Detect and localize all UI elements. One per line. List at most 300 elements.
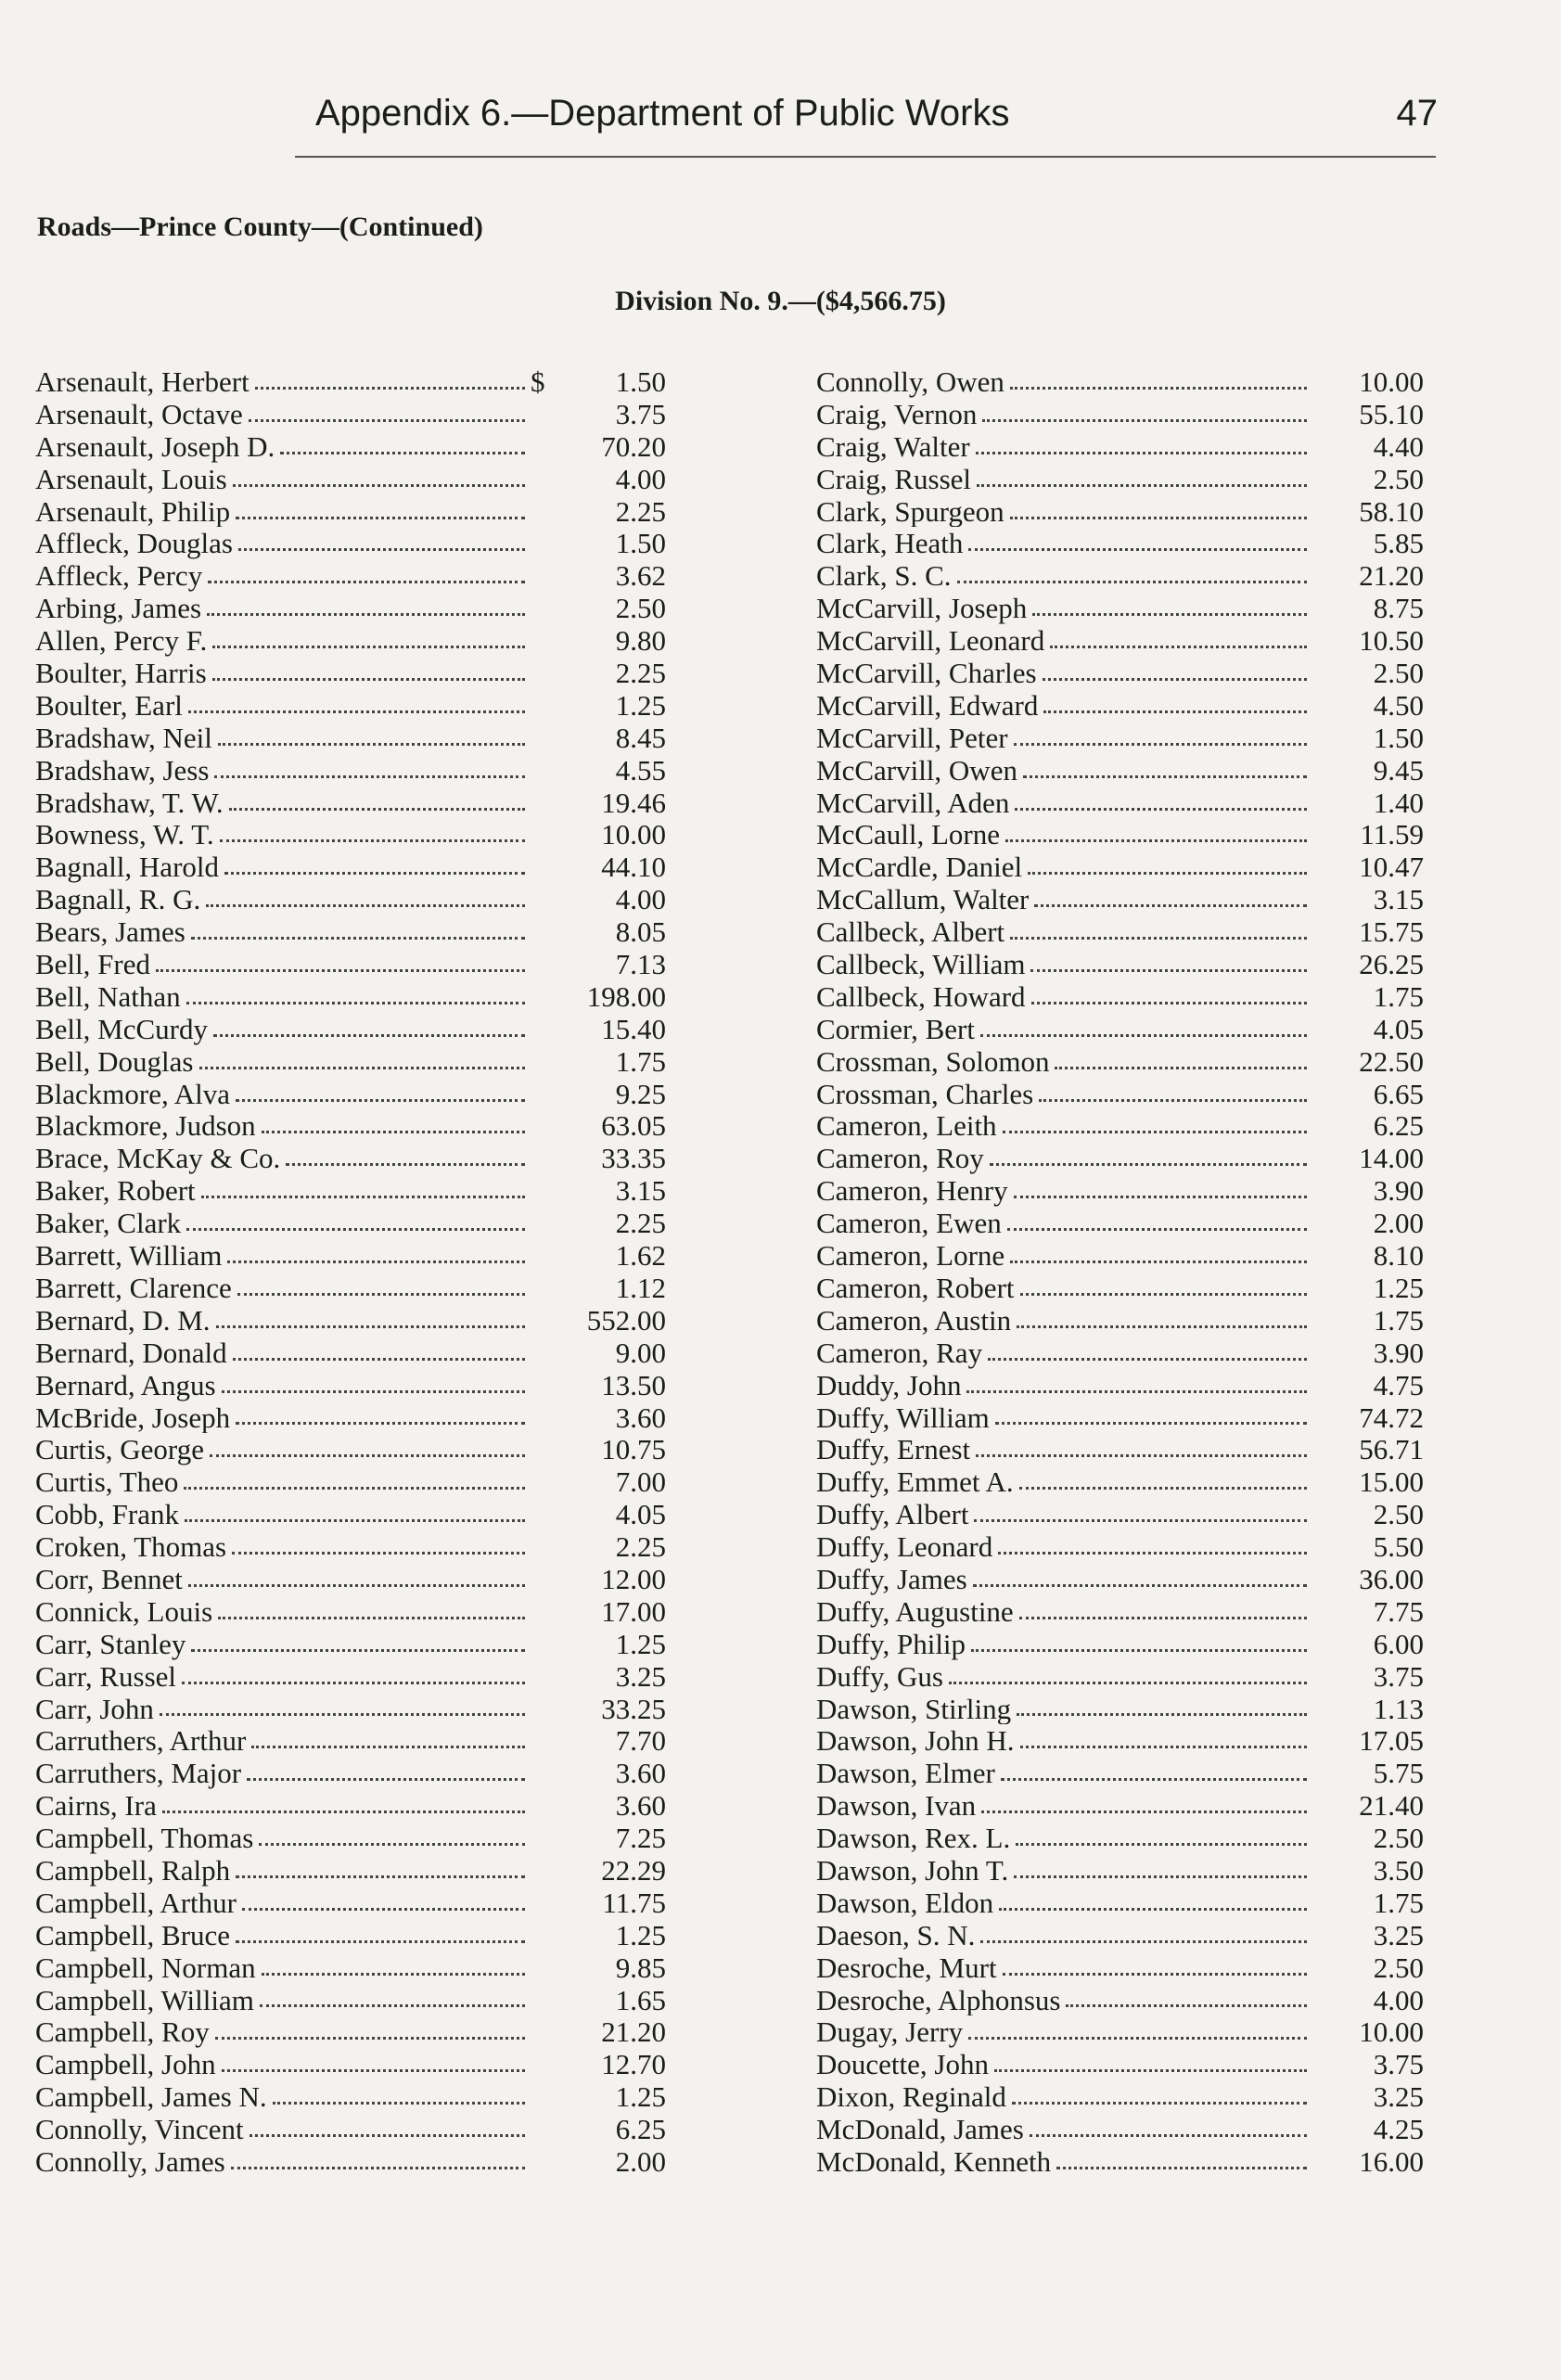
entry-name: Cairns, Ira	[35, 1789, 157, 1823]
dot-leader	[1010, 937, 1307, 940]
list-item	[816, 1401, 1424, 1434]
entry-amount: 9.25	[615, 1077, 666, 1110]
entry-name: Arsenault, Philip	[35, 494, 231, 528]
entry-amount: 3.25	[1373, 2080, 1424, 2114]
dot-leader	[238, 548, 525, 551]
entry-amount: 17.00	[601, 1594, 666, 1628]
page-title: Appendix 6.—Department of Public Works	[315, 93, 1010, 134]
list-item	[35, 2145, 666, 2178]
list-item	[35, 1465, 666, 1498]
dot-leader	[973, 1584, 1307, 1587]
dot-leader	[231, 2167, 525, 2169]
list-item	[816, 1207, 1424, 1239]
list-item	[35, 689, 666, 722]
dot-leader	[188, 1584, 525, 1587]
dot-leader	[210, 1454, 525, 1457]
dot-leader	[191, 937, 525, 940]
list-item	[816, 980, 1424, 1013]
entry-amount: 1.75	[1373, 1886, 1424, 1919]
entry-name: Dawson, Eldon	[816, 1886, 994, 1919]
entry-name: McDonald, James	[816, 2113, 1024, 2145]
dot-leader	[1039, 1099, 1307, 1102]
dot-leader	[1030, 2134, 1307, 2137]
entry-amount: 3.25	[1373, 1918, 1424, 1951]
entry-name: Cameron, Austin	[816, 1303, 1012, 1337]
entry-name: Craig, Vernon	[816, 397, 978, 430]
entry-amount: 13.50	[601, 1368, 666, 1401]
list-item	[816, 592, 1424, 624]
dot-leader	[218, 743, 525, 746]
list-item	[35, 1789, 666, 1822]
entry-name: Dawson, John T.	[816, 1853, 1009, 1887]
dot-leader	[232, 1552, 525, 1555]
entry-amount: 1.25	[615, 2080, 666, 2114]
entry-name: Campbell, Roy	[35, 2015, 210, 2049]
entry-name: Curtis, Theo	[35, 1465, 179, 1499]
list-item	[35, 1401, 666, 1434]
list-item	[35, 1174, 666, 1207]
dot-leader	[1003, 1131, 1307, 1133]
right-column	[816, 365, 1424, 2178]
entry-name: Duddy, John	[816, 1368, 962, 1401]
entry-amount: 4.00	[1373, 1983, 1424, 2016]
list-item	[35, 592, 666, 624]
entry-name: Bernard, Donald	[35, 1336, 227, 1369]
entry-name: Cameron, Ewen	[816, 1207, 1002, 1240]
entry-name: Bowness, W. T.	[35, 818, 214, 851]
entry-amount: 2.50	[1373, 1951, 1424, 1984]
entry-name: Campbell, James N.	[35, 2080, 267, 2114]
dot-leader	[1010, 387, 1307, 390]
entry-amount: 3.75	[615, 397, 666, 430]
dot-leader	[222, 2069, 525, 2072]
list-item	[816, 559, 1424, 592]
list-item	[35, 1693, 666, 1725]
entry-amount: 3.60	[615, 1401, 666, 1434]
entry-amount: 3.90	[1373, 1174, 1424, 1208]
list-item	[816, 1337, 1424, 1369]
currency-symbol: $	[531, 365, 545, 398]
dot-leader	[976, 452, 1307, 454]
entry-amount: 198.00	[586, 979, 666, 1013]
list-item	[35, 1337, 666, 1369]
list-item	[816, 2015, 1424, 2048]
list-item	[35, 1142, 666, 1174]
entry-amount: 8.05	[615, 915, 666, 949]
dot-leader	[995, 1422, 1307, 1425]
entry-name: Bernard, D. M.	[35, 1303, 211, 1337]
entry-amount: 4.50	[1373, 688, 1424, 722]
dot-leader	[998, 1552, 1307, 1555]
entry-amount: 1.12	[615, 1271, 666, 1304]
entry-name: Crossman, Charles	[816, 1077, 1034, 1110]
dot-leader	[185, 1519, 525, 1522]
dot-leader	[1016, 1843, 1307, 1846]
entry-name: Arsenault, Octave	[35, 397, 243, 430]
entry-name: Carr, Russel	[35, 1659, 177, 1693]
list-item	[35, 1887, 666, 1919]
entry-name: Desroche, Alphonsus	[816, 1983, 1061, 2016]
entry-amount: 1.75	[1373, 1303, 1424, 1337]
list-item	[35, 818, 666, 851]
left-column	[35, 365, 666, 2178]
entry-name: Duffy, Emmet A.	[816, 1465, 1014, 1499]
dot-leader	[201, 1196, 525, 1198]
entry-amount: 2.25	[615, 494, 666, 528]
entry-amount: 2.25	[615, 657, 666, 689]
list-item	[816, 365, 1424, 398]
entry-amount: 9.45	[1373, 753, 1424, 787]
dot-leader	[1030, 969, 1307, 972]
entry-name: Dawson, Elmer	[816, 1757, 995, 1790]
dot-leader	[191, 1649, 525, 1652]
entry-amount: 21.20	[601, 2015, 666, 2049]
entry-name: McCarvill, Edward	[816, 688, 1039, 722]
header-rule	[295, 156, 1436, 158]
entry-amount: 33.35	[601, 1142, 666, 1175]
entry-name: Campbell, Ralph	[35, 1853, 231, 1887]
list-item	[35, 527, 666, 559]
entry-name: McCarvill, Owen	[816, 753, 1017, 787]
dot-leader	[208, 581, 525, 583]
entry-amount: 21.40	[1359, 1789, 1424, 1823]
entry-name: Callbeck, Howard	[816, 979, 1026, 1013]
list-item	[816, 1660, 1424, 1693]
list-item	[816, 1822, 1424, 1854]
entry-amount: 7.00	[615, 1465, 666, 1499]
entry-name: McDonald, Kenneth	[816, 2144, 1052, 2178]
list-item	[816, 430, 1424, 463]
division-title: Division No. 9.—($4,566.75)	[615, 286, 946, 316]
list-item	[816, 463, 1424, 495]
entry-name: Duffy, Ernest	[816, 1433, 971, 1466]
entry-name: Callbeck, William	[816, 948, 1026, 980]
list-item	[35, 2048, 666, 2080]
entry-name: Desroche, Murt	[816, 1951, 997, 1984]
entry-amount: 4.00	[615, 462, 666, 495]
entry-amount: 21.20	[1359, 559, 1424, 593]
dot-leader	[1028, 872, 1307, 875]
entry-name: Cobb, Frank	[35, 1498, 179, 1531]
dot-leader	[1020, 1293, 1307, 1296]
list-item	[816, 1984, 1424, 2016]
entry-name: Bagnall, R. G.	[35, 883, 201, 916]
dot-leader	[1017, 1325, 1307, 1328]
entry-amount: 2.00	[1373, 1207, 1424, 1240]
list-item	[816, 1693, 1424, 1725]
dot-leader	[162, 1811, 525, 1813]
dot-leader	[236, 1422, 525, 1425]
entry-name: Duffy, Leonard	[816, 1530, 993, 1563]
entry-amount: 3.25	[615, 1659, 666, 1693]
list-item	[816, 818, 1424, 851]
entry-amount: 7.13	[615, 948, 666, 980]
list-item	[816, 1854, 1424, 1887]
dot-leader	[186, 1002, 525, 1004]
list-item	[35, 915, 666, 948]
dot-leader	[286, 1163, 525, 1166]
list-item	[35, 2113, 666, 2145]
entry-amount: 55.10	[1359, 397, 1424, 430]
entry-name: Duffy, Gus	[816, 1659, 943, 1693]
entry-name: Brace, McKay & Co.	[35, 1142, 281, 1175]
dot-leader	[977, 484, 1307, 487]
dot-leader	[994, 2069, 1307, 2072]
entry-amount: 74.72	[1359, 1401, 1424, 1434]
entry-name: Campbell, Bruce	[35, 1918, 231, 1951]
entry-name: Connolly, Owen	[816, 365, 1004, 398]
entry-name: Duffy, James	[816, 1562, 967, 1595]
entry-amount: 7.70	[615, 1724, 666, 1758]
entry-name: Campbell, John	[35, 2048, 216, 2081]
dot-leader	[1019, 1617, 1307, 1619]
list-item	[816, 1465, 1424, 1498]
entry-name: Callbeck, Albert	[816, 915, 1005, 949]
entry-name: Bradshaw, Neil	[35, 721, 212, 754]
list-item	[35, 2015, 666, 2048]
list-item	[816, 915, 1424, 948]
list-item	[816, 398, 1424, 430]
dot-leader	[206, 904, 525, 907]
list-item	[816, 1887, 1424, 1919]
entry-amount: 1.25	[615, 688, 666, 722]
list-item	[35, 1013, 666, 1045]
entry-name: Bell, Fred	[35, 948, 150, 980]
entry-amount: 4.05	[615, 1498, 666, 1531]
list-item	[35, 1595, 666, 1628]
dot-leader	[981, 1811, 1307, 1813]
dot-leader	[236, 1940, 525, 1943]
dot-leader	[957, 581, 1307, 583]
list-item	[35, 883, 666, 915]
dot-leader	[249, 419, 525, 422]
entry-name: Bell, Douglas	[35, 1044, 194, 1078]
list-item	[816, 1045, 1424, 1078]
entry-name: Cameron, Leith	[816, 1109, 997, 1143]
list-item	[35, 1045, 666, 1078]
list-item	[816, 2145, 1424, 2178]
dot-leader	[976, 1454, 1307, 1457]
list-item	[816, 2080, 1424, 2113]
entry-name: Affleck, Douglas	[35, 527, 233, 560]
dot-leader	[966, 1390, 1307, 1393]
entry-amount: 552.00	[586, 1303, 666, 1337]
entry-name: McCallum, Walter	[816, 883, 1030, 916]
entry-amount: 12.00	[601, 1562, 666, 1595]
list-item	[816, 1757, 1424, 1789]
dot-leader	[1010, 517, 1307, 519]
dot-leader	[199, 1067, 526, 1069]
dot-leader	[186, 1228, 525, 1231]
entry-name: Connick, Louis	[35, 1594, 213, 1628]
list-item	[816, 2113, 1424, 2145]
entry-name: Duffy, Philip	[816, 1627, 966, 1660]
entry-amount: 1.50	[615, 527, 666, 560]
dot-leader	[215, 2037, 525, 2040]
list-item	[816, 1174, 1424, 1207]
dot-leader	[207, 613, 525, 616]
list-item	[35, 1951, 666, 1984]
list-item	[816, 1724, 1424, 1757]
entry-name: Clark, Spurgeon	[816, 494, 1004, 528]
entry-amount: 3.75	[1373, 1659, 1424, 1693]
list-item	[35, 851, 666, 883]
dot-leader	[990, 1163, 1307, 1166]
entry-name: McCarvill, Charles	[816, 657, 1037, 689]
entry-name: Baker, Robert	[35, 1174, 196, 1208]
entry-amount: 4.40	[1373, 429, 1424, 463]
list-item	[816, 1272, 1424, 1304]
entry-name: McCarvill, Leonard	[816, 624, 1045, 658]
dot-leader	[213, 1034, 525, 1037]
page-number: 47	[1396, 93, 1438, 134]
entry-amount: 15.75	[1359, 915, 1424, 949]
list-item	[35, 722, 666, 754]
dot-leader	[227, 1260, 525, 1263]
list-item	[35, 1207, 666, 1239]
entry-amount: 1.50	[1373, 721, 1424, 754]
entry-amount: 14.00	[1359, 1142, 1424, 1175]
list-item	[816, 1013, 1424, 1045]
list-item	[35, 1272, 666, 1304]
entry-name: Carr, John	[35, 1692, 154, 1725]
entry-amount: 2.50	[1373, 1822, 1424, 1854]
entry-amount: 7.25	[615, 1822, 666, 1854]
list-item	[35, 1628, 666, 1660]
entry-amount: 26.25	[1359, 948, 1424, 980]
entry-amount: 3.62	[615, 559, 666, 593]
entry-name: Boulter, Harris	[35, 657, 207, 689]
entry-amount: 1.25	[615, 1627, 666, 1660]
list-item	[35, 365, 666, 398]
dot-leader	[980, 1034, 1307, 1037]
entry-name: Carr, Stanley	[35, 1627, 186, 1660]
entry-name: Campbell, Norman	[35, 1951, 256, 1984]
entry-amount: 2.50	[1373, 1498, 1424, 1531]
list-item	[816, 1530, 1424, 1563]
entry-name: Arsenault, Herbert	[35, 365, 250, 398]
list-item	[816, 1789, 1424, 1822]
entry-amount: 33.25	[601, 1692, 666, 1725]
entry-amount: 10.50	[1359, 624, 1424, 658]
entry-name: Allen, Percy F.	[35, 624, 208, 658]
entry-amount: 11.75	[602, 1886, 666, 1919]
entry-amount: 2.25	[615, 1207, 666, 1240]
dot-leader	[1032, 613, 1307, 616]
entry-name: Arbing, James	[35, 592, 202, 625]
list-item	[35, 1498, 666, 1530]
entry-amount: 4.75	[1373, 1368, 1424, 1401]
dot-leader	[1015, 808, 1307, 811]
list-item	[816, 1239, 1424, 1272]
entry-name: McBride, Joseph	[35, 1401, 231, 1434]
entry-amount: 10.00	[601, 818, 666, 851]
dot-leader	[262, 1131, 525, 1133]
entry-amount: 9.85	[615, 1951, 666, 1984]
entry-name: Barrett, William	[35, 1239, 223, 1272]
list-item	[35, 1854, 666, 1887]
entry-amount: 6.25	[615, 2113, 666, 2145]
dot-leader	[212, 646, 525, 648]
entry-name: Duffy, Albert	[816, 1498, 969, 1531]
list-item	[35, 624, 666, 657]
dot-leader	[233, 484, 525, 487]
entry-amount: 15.00	[1359, 1465, 1424, 1499]
list-item	[35, 1822, 666, 1854]
entry-amount: 8.45	[615, 721, 666, 754]
dot-leader	[216, 1325, 525, 1328]
entry-amount: 2.50	[1373, 657, 1424, 689]
entry-amount: 36.00	[1359, 1562, 1424, 1595]
dot-leader	[251, 1746, 525, 1748]
entry-name: McCardle, Daniel	[816, 851, 1023, 884]
entry-amount: 8.10	[1373, 1239, 1424, 1272]
entry-amount: 63.05	[601, 1109, 666, 1143]
entry-name: Blackmore, Alva	[35, 1077, 231, 1110]
entry-amount: 56.71	[1359, 1433, 1424, 1466]
page-header	[306, 93, 1438, 148]
list-item	[816, 722, 1424, 754]
dot-leader	[968, 548, 1307, 551]
entry-amount: 6.65	[1373, 1077, 1424, 1110]
entry-amount: 9.00	[615, 1336, 666, 1369]
entry-amount: 11.59	[1360, 818, 1424, 851]
entry-name: Cameron, Roy	[816, 1142, 984, 1175]
dot-leader	[1003, 1973, 1307, 1976]
list-item	[35, 980, 666, 1013]
entry-amount: 22.50	[1359, 1044, 1424, 1078]
entry-amount: 2.50	[615, 592, 666, 625]
dot-leader	[1014, 1196, 1307, 1198]
dot-leader	[974, 1519, 1307, 1522]
entry-name: Carruthers, Major	[35, 1757, 242, 1790]
dot-leader	[1010, 1260, 1307, 1263]
dot-leader	[999, 1908, 1307, 1911]
dot-leader	[1019, 1487, 1307, 1490]
entry-amount: 4.55	[615, 753, 666, 787]
entry-amount: 3.50	[1373, 1853, 1424, 1887]
entry-amount: 15.40	[601, 1012, 666, 1045]
list-item	[35, 1724, 666, 1757]
entry-amount: 16.00	[1359, 2144, 1424, 2178]
entry-amount: 1.65	[615, 1983, 666, 2016]
dot-leader	[260, 2004, 525, 2007]
list-item	[816, 1563, 1424, 1595]
entry-amount: 2.00	[615, 2144, 666, 2178]
entry-name: McCarvill, Peter	[816, 721, 1008, 754]
list-item	[816, 948, 1424, 980]
entry-name: Cameron, Henry	[816, 1174, 1008, 1208]
entry-name: Bears, James	[35, 915, 186, 949]
dot-leader	[1020, 1746, 1307, 1748]
dot-leader	[1014, 743, 1307, 746]
list-item	[816, 657, 1424, 689]
dot-leader	[160, 1713, 525, 1716]
dot-leader	[1012, 2102, 1307, 2105]
list-item	[816, 495, 1424, 528]
entry-name: Cameron, Ray	[816, 1336, 983, 1369]
entry-amount: 3.60	[615, 1789, 666, 1823]
entry-name: Bell, Nathan	[35, 979, 181, 1013]
list-item	[35, 398, 666, 430]
entry-name: Curtis, George	[35, 1433, 204, 1466]
entry-name: Connolly, Vincent	[35, 2113, 244, 2145]
dot-leader	[229, 808, 525, 811]
dot-leader	[214, 775, 525, 778]
dot-leader	[250, 2134, 525, 2137]
list-item	[35, 1919, 666, 1951]
dot-leader	[242, 1908, 525, 1911]
